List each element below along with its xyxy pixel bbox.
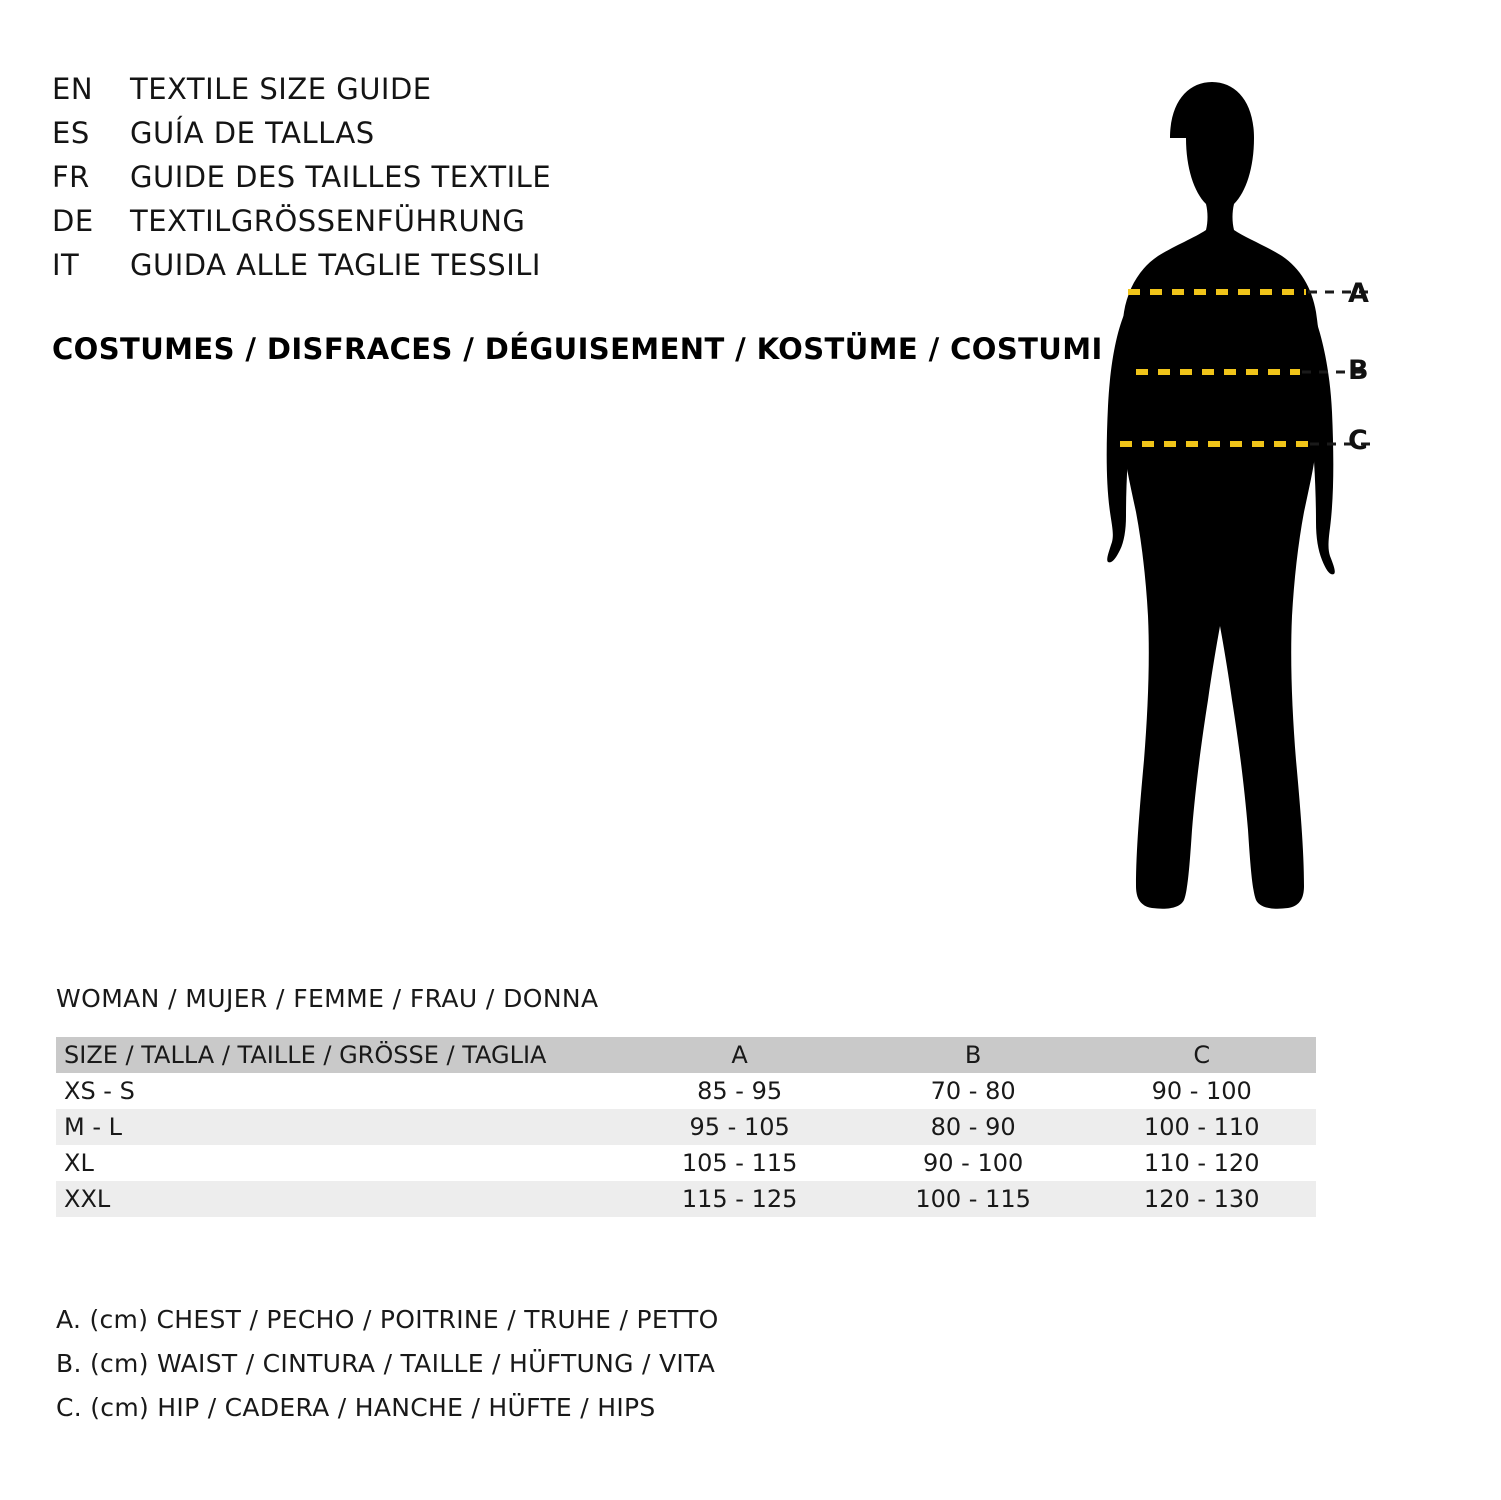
- measurement-legend: [56, 1298, 719, 1430]
- cell-a: 95 - 105: [689, 1113, 790, 1141]
- marker-label-a: A: [1348, 278, 1369, 309]
- language-code-it: IT: [52, 248, 80, 282]
- cell-a: 105 - 115: [681, 1149, 798, 1177]
- language-code-es: ES: [52, 116, 90, 150]
- language-text-it: GUIDA ALLE TAGLIE TESSILI: [130, 248, 541, 282]
- cell-c: 110 - 120: [1143, 1149, 1260, 1177]
- cell-a: 115 - 125: [681, 1185, 798, 1213]
- language-row-fr: [52, 160, 952, 204]
- table-header-b: B: [964, 1041, 982, 1069]
- table-header-size: SIZE / TALLA / TAILLE / GRÖSSE / TAGLIA: [64, 1041, 547, 1069]
- language-code-de: DE: [52, 204, 94, 238]
- cell-c: 120 - 130: [1143, 1185, 1260, 1213]
- cell-b: 80 - 90: [930, 1113, 1016, 1141]
- table-header-a: A: [731, 1041, 748, 1069]
- cell-size: XS - S: [64, 1077, 135, 1105]
- cell-b: 70 - 80: [930, 1077, 1016, 1105]
- table-row: [56, 1181, 1316, 1217]
- language-row-de: [52, 204, 952, 248]
- language-text-en: TEXTILE SIZE GUIDE: [130, 72, 432, 106]
- table-row: [56, 1145, 1316, 1181]
- silhouette-shape: [1107, 82, 1335, 909]
- cell-size: XXL: [64, 1185, 111, 1213]
- language-row-es: [52, 116, 952, 160]
- costumes-heading: COSTUMES / DISFRACES / DÉGUISEMENT / KOSTÜME / COSTUMI: [52, 332, 1103, 366]
- cell-a: 85 - 95: [697, 1077, 783, 1105]
- table-header-c: C: [1193, 1041, 1211, 1069]
- legend-line-a: A. (cm) CHEST / PECHO / POITRINE / TRUHE / PETTO: [56, 1305, 719, 1334]
- legend-line-b: B. (cm) WAIST / CINTURA / TAILLE / HÜFTUNG / VITA: [56, 1349, 716, 1378]
- cell-size: M - L: [64, 1113, 122, 1141]
- table-section-title: WOMAN / MUJER / FEMME / FRAU / DONNA: [56, 984, 599, 1013]
- table-row: [56, 1109, 1316, 1145]
- cell-c: 90 - 100: [1151, 1077, 1252, 1105]
- language-text-es: GUÍA DE TALLAS: [130, 116, 375, 150]
- marker-label-b: B: [1348, 355, 1369, 386]
- cell-b: 90 - 100: [923, 1149, 1024, 1177]
- table-row: [56, 1073, 1316, 1109]
- marker-label-c: C: [1348, 425, 1368, 456]
- language-row-en: [52, 72, 952, 116]
- language-code-en: EN: [52, 72, 94, 106]
- language-text-fr: GUIDE DES TAILLES TEXTILE: [130, 160, 552, 194]
- language-row-it: [52, 248, 952, 292]
- cell-c: 100 - 110: [1143, 1113, 1260, 1141]
- language-code-fr: FR: [52, 160, 90, 194]
- female-silhouette-figure: [1020, 60, 1440, 940]
- cell-b: 100 - 115: [915, 1185, 1031, 1213]
- size-table: [56, 1037, 1316, 1217]
- language-list: [52, 72, 952, 292]
- cell-size: XL: [64, 1149, 94, 1177]
- table-header-row: [56, 1037, 1316, 1073]
- language-text-de: TEXTILGRÖSSENFÜHRUNG: [130, 204, 526, 238]
- legend-line-c: C. (cm) HIP / CADERA / HANCHE / HÜFTE / HIPS: [56, 1393, 656, 1422]
